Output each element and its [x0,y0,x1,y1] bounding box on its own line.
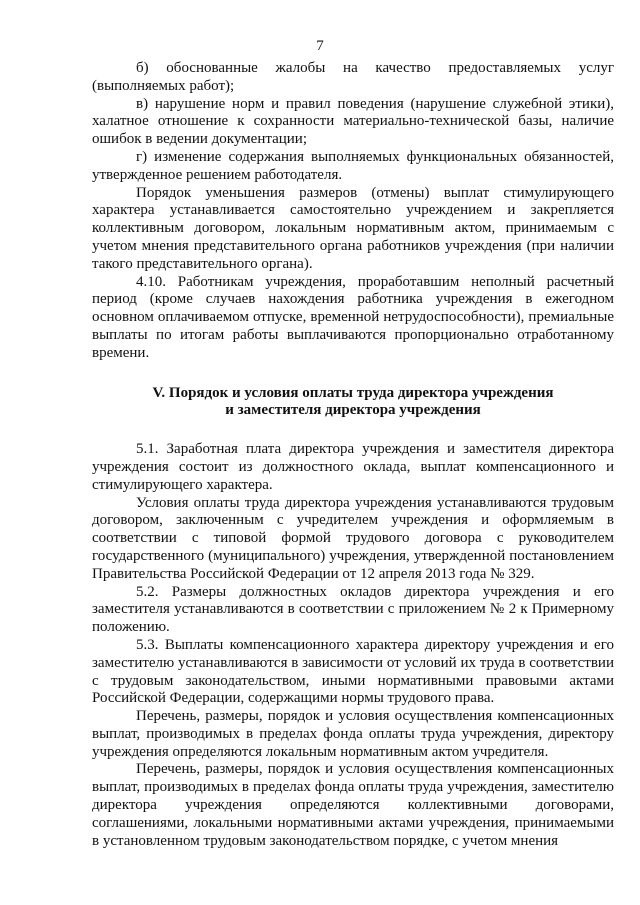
paragraph: 5.2. Размеры должностных окладов директора учреждения и его заместителя устанавливаются в соответствии с приложением № 2 к Примерному положению. [92,583,614,636]
section-heading [92,385,614,421]
paragraph: Перечень, размеры, порядок и условия осуществления компенсационных выплат, производимых в пределах фонда оплаты труда учреждения, директору учреждения определяются локальным нормативным актом учредителя. [92,708,614,760]
section-heading-line: V. Порядок и условия оплаты труда директора учреждения [152,384,554,401]
page-number: 7 [316,38,324,54]
paragraph: 5.3. Выплаты компенсационного характера директору учреждения и его заместителю устанавливаются в зависимости от условий их труда в соответствии с трудовым законодательством, иными нормативными правовыми актами Российской Федерации, содержащими нормы трудового права. [92,636,614,707]
paragraph: Порядок уменьшения размеров (отмены) выплат стимулирующего характера устанавливается самостоятельно учреждением и закрепляется коллективным договором, локальным нормативным актом, принимаемым с учетом мнения представительного органа работников учреждения (при наличии такого представительного органа). [92,184,614,272]
paragraph: Перечень, размеры, порядок и условия осуществления компенсационных выплат, производимых в пределах фонда оплаты труда учреждения, заместителю директора учреждения определяются коллективными договорами, соглашениями, локальными нормативными актами учреждения, принимаемыми в установленном трудовым законодательством порядке, с учетом мнения [92,761,614,849]
paragraph: в) нарушение норм и правил поведения (нарушение служебной этики), халатное отношение к сохранности материально-технической базы, наличие ошибок в ведении документации; [92,95,614,148]
paragraph: г) изменение содержания выполняемых функциональных обязанностей, утвержденное решением работодателя. [92,148,614,183]
paragraph: Условия оплаты труда директора учреждения устанавливаются трудовым договором, заключенным с учредителем учреждения и оформляемым в соответствии с типовой формой трудового договора с руководителем государственного (муниципального) учреждения, утвержденной постановлением Правительства Российской Федерации от 12 апреля 2013 года № 329. [92,494,614,582]
section-heading-line: и заместителя директора учреждения [225,402,481,419]
paragraph: б) обоснованные жалобы на качество предоставляемых услуг (выполняемых работ); [92,60,614,94]
paragraph: 5.1. Заработная плата директора учреждения и заместителя директора учреждения состоит из должностного оклада, выплат компенсационного и стимулирующего характера. [92,441,614,493]
document-body [92,60,614,850]
paragraph: 4.10. Работникам учреждения, проработавшим неполный расчетный период (кроме случаев нахождения работника учреждения в ежегодном основном оплачиваемом отпуске, временной нетрудоспособности), премиальные выплаты по итогам работы выплачиваются пропорционально отработанному времени. [92,273,614,361]
